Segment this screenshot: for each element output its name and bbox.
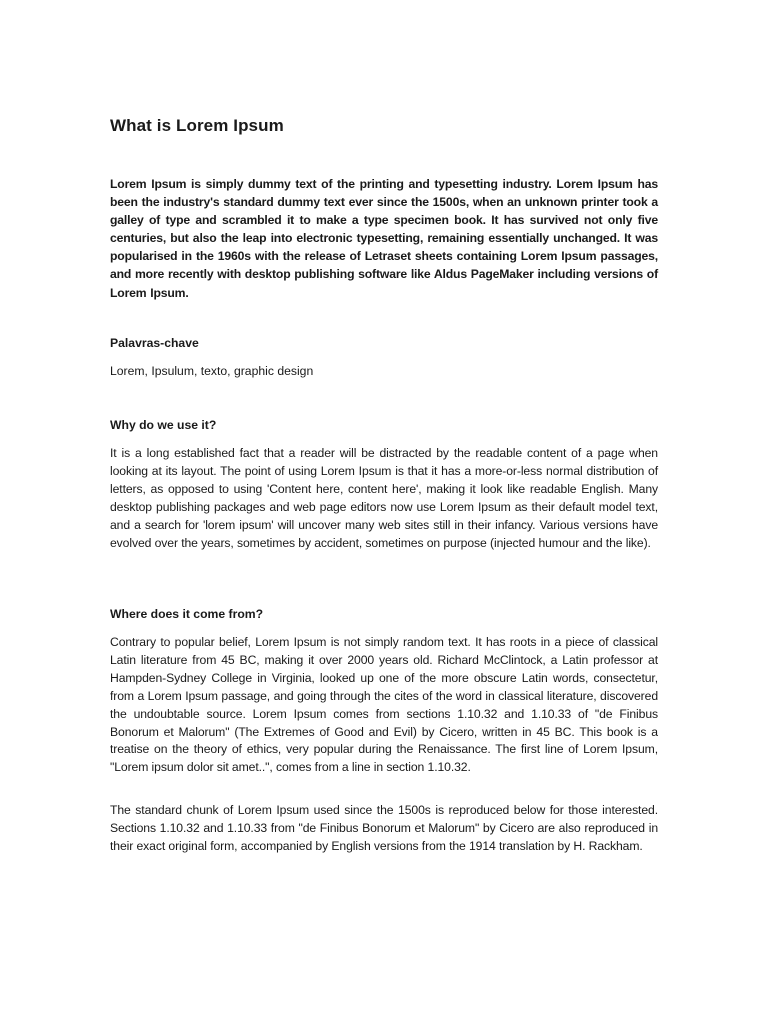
section-heading-why: Why do we use it? <box>110 418 217 432</box>
section-heading-where: Where does it come from? <box>110 607 264 621</box>
document-title: What is Lorem Ipsum <box>110 116 284 135</box>
section-paragraph-where-2: The standard chunk of Lorem Ipsum used since the 1500s is reproduced below for those interested. Sections 1.10.32 and 1.10.33 from "de Finibus Bonorum et Malorum" by Cicero are also reproduced in their exact original form, accompanied by English versions from the 1914 translation by H. Rackham. <box>110 803 658 853</box>
section-paragraph-why: It is a long established fact that a reader will be distracted by the readable content of a page when looking at its layout. The point of using Lorem Ipsum is that it has a more-or-less normal distribution of letters, as opposed to using 'Content here, content here', making it look like readable English. Many desktop publishing packages and web page editors now use Lorem Ipsum as their default model text, and a search for 'lorem ipsum' will uncover many web sites still in their infancy. Various versions have evolved over the years, sometimes by accident, sometimes on purpose (injected humour and the like). <box>110 446 658 550</box>
keywords-text: Lorem, Ipsulum, texto, graphic design <box>110 364 314 378</box>
abstract-paragraph: Lorem Ipsum is simply dummy text of the printing and typesetting industry. Lorem Ipsum has been the industry's standard dummy text ever since the 1500s, when an unknown printer took a galley of type and scrambled it to make a type specimen book. It has survived not only five centuries, but also the leap into electronic typesetting, remaining essentially unchanged. It was popularised in the 1960s with the release of Letraset sheets containing Lorem Ipsum passages, and more recently with desktop publishing software like Aldus PageMaker including versions of Lorem Ipsum. <box>110 177 658 300</box>
section-paragraph-where-1: Contrary to popular belief, Lorem Ipsum is not simply random text. It has roots in a piece of classical Latin literature from 45 BC, making it over 2000 years old. Richard McClintock, a Latin professor at Hampden-Sydney College in Virginia, looked up one of the more obscure Latin words, consectetur, from a Lorem Ipsum passage, and going through the cites of the word in classical literature, discovered the undoubtable source. Lorem Ipsum comes from sections 1.10.32 and 1.10.33 of "de Finibus Bonorum et Malorum" (The Extremes of Good and Evil) by Cicero, written in 45 BC. This book is a treatise on the theory of ethics, very popular during the Renaissance. The first line of Lorem Ipsum, "Lorem ipsum dolor sit amet..", comes from a line in section 1.10.32. <box>110 635 658 775</box>
keywords-label: Palavras-chave <box>110 336 199 350</box>
